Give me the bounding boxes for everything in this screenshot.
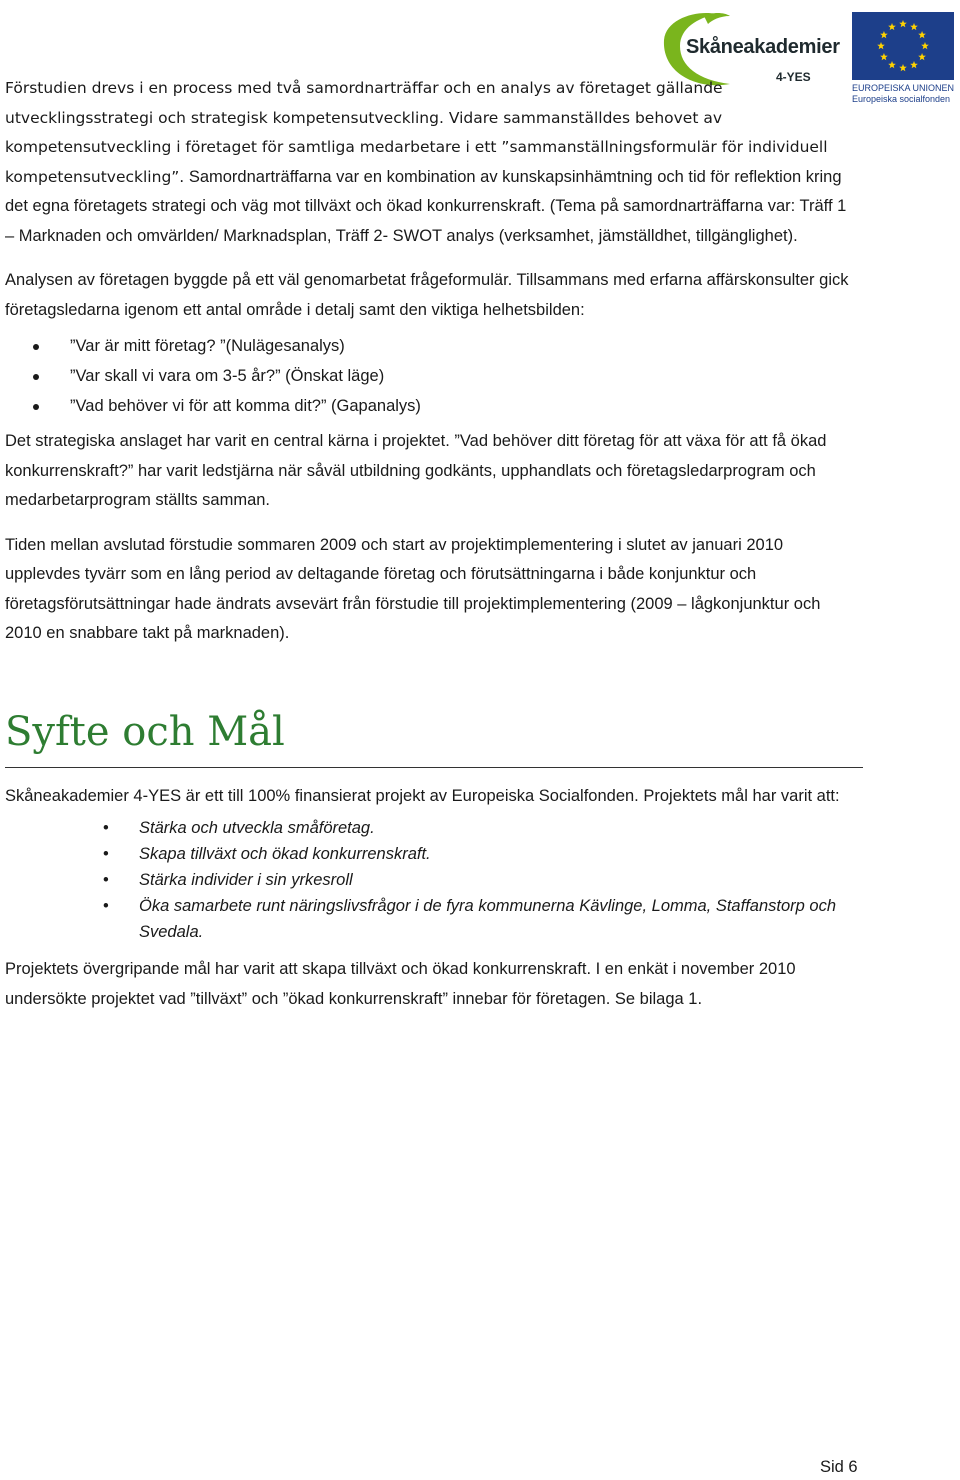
bullet-icon [33, 344, 39, 350]
goal-text: Öka samarbete runt näringslivsfrågor i de fyra kommunerna Kävlinge, Lomma, Staffanstorp och Svedala. [139, 897, 836, 941]
paragraph-timeline: Tiden mellan avslutad förstudie sommaren 2009 och start av projektimplementering i slutet av januari 2010 upplevdes tyvärr som en lång period av deltagande företag och förutsättningarna i både konjunktur och företagsförutsättningar hade ändrats avsevärt från förstudie till projektimplementering (2009 – lågkonjunktur och 2010 en snabbare takt på marknaden). [5, 535, 821, 642]
paragraph-analysis: Analysen av företagen byggde på ett väl genomarbetat frågeformulär. Tillsammans med erfarna affärskonsulter gick företagsledarna igenom ett antal område i detalj samt den viktiga helhetsbilden: [5, 271, 849, 319]
list-item [5, 867, 860, 893]
heading-divider [5, 767, 863, 768]
paragraph-intro-part1: Förstudien drevs i en process med två samordnarträffar och en analys av företaget gällande utvecklingsstrategi och strategisk kompetensutveckling. Vidare sammanställdes behovet av kompetensutveckling i företaget för samtliga medarbetare i ett ”sammanställningsformulär för individuell kompetensutveckling”. [5, 79, 828, 186]
question-text: ”Var skall vi vara om 3-5 år?” (Önskat läge) [70, 367, 385, 385]
paragraph-strategy: Det strategiska anslaget har varit en central kärna i projektet. ”Vad behöver ditt företag för att växa för att få ökad konkurrenskraft?” har varit ledstjärna när såväl utbildning godkänts, upphandlats och företagsledarprogram och medarbetarprogram ställts samman. [5, 432, 827, 509]
paragraph-intro-part2: Samordnarträffarna var en kombination av kunskapsinhämtning och tid för reflektion kring det egna företagets strategi och väg mot tillväxt och ökad konkurrenskraft. (Tema på samordnarträffarna var: Träff 1 – Marknaden och omvärlden/ Marknadsplan, Träff 2- SWOT analys (verksamhet, jämställdhet, tillgänglighet). [5, 167, 847, 245]
paragraph-financing: Skåneakademier 4-YES är ett till 100% finansierat projekt av Europeiska Socialfonden. Projektets mål har varit att: [5, 786, 840, 805]
document-body [5, 74, 860, 1014]
list-item [5, 331, 860, 361]
question-list [5, 331, 860, 421]
list-item [5, 893, 860, 945]
goal-text: Stärka individer i sin yrkesroll [139, 871, 353, 889]
goal-text: Skapa tillväxt och ökad konkurrenskraft. [139, 845, 431, 863]
page-number: Sid 6 [820, 1458, 858, 1476]
question-text: ”Var är mitt företag? ”(Nulägesanalys) [70, 337, 345, 355]
question-text: ”Vad behöver vi för att komma dit?” (Gapanalys) [70, 397, 421, 415]
eu-logo [850, 12, 956, 108]
list-item [5, 815, 860, 841]
bullet-icon [33, 404, 39, 410]
bullet-icon: • [103, 819, 109, 837]
bullet-icon: • [103, 871, 109, 889]
bullet-icon: • [103, 845, 109, 863]
list-item [5, 391, 860, 421]
list-item [5, 361, 860, 391]
bullet-icon [33, 374, 39, 380]
bullet-icon: • [103, 897, 109, 915]
paragraph-overall-goal: Projektets övergripande mål har varit att skapa tillväxt och ökad konkurrenskraft. I en enkät i november 2010 undersökte projektet vad ”tillväxt” och ”ökad konkurrenskraft” innebar för företagen. Se bilaga 1. [5, 960, 796, 1008]
paragraph-intro [5, 74, 860, 251]
eu-label: EUROPEISKA UNIONEN [852, 83, 955, 93]
goal-text: Stärka och utveckla småföretag. [139, 819, 375, 837]
logo-name: Skåneakademier [686, 36, 840, 58]
goals-list [5, 815, 860, 945]
logo-subtitle: 4-YES [776, 70, 811, 84]
section-heading: Syfte och Mål [5, 708, 285, 755]
eu-flag-icon [852, 12, 954, 80]
list-item [5, 841, 860, 867]
eu-fund-label: Europeiska socialfonden [852, 94, 951, 104]
